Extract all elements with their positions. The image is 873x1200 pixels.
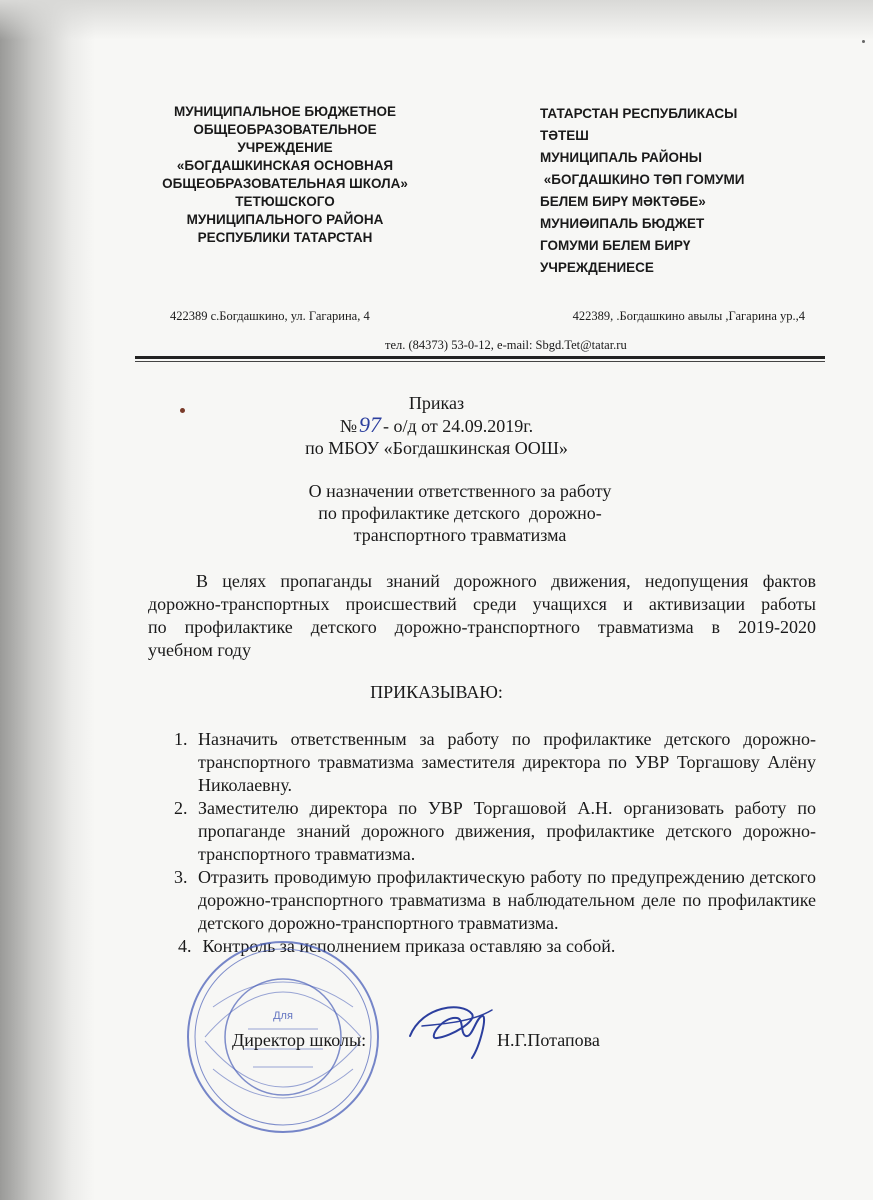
order-number-suffix: - о/д от 24.09.2019г. [383,416,534,436]
header-right-line: БЕЛЕМ БИРҮ МӘКТӘБЕ» [540,194,706,209]
header-left-line: МУНИЦИПАЛЬНОГО РАЙОНА [186,212,384,227]
address-right: 422389, .Богдашкино авылы ,Гагарина ур.,4 [572,309,805,323]
order-title: Приказ [408,393,465,413]
header-right-line: УЧРЕЖДЕНИЕСЕ [540,260,654,275]
header-left-line: МУНИЦИПАЛЬНОЕ БЮДЖЕТНОЕ [173,104,397,119]
subject-line: О назначении ответственного за работу [308,481,612,501]
intro-line: В целях пропаганды знаний дорожного движения, недопущения фактов [196,571,816,591]
order-number-line [0,414,873,437]
intro-line: дорожно-транспортных происшествий среди учащихся и активизации работы [148,594,816,614]
intro-paragraph [148,570,816,662]
list-item [160,797,816,866]
scan-speck [862,40,865,43]
order-number-prefix: № [339,416,358,436]
item-number: 2. [174,798,188,818]
intro-line: учебном году [148,640,251,660]
order-items-list [160,728,816,958]
signature-label: Директор школы: [232,1030,367,1050]
subject-line: транспортного травматизма [353,525,567,545]
item-text: Назначить ответственным за работу по профилактике детского дорожно-транспортного травматизма заместителя директора по УВР Торгашову Алёну Николаевну. [198,729,816,795]
header-left-line: УЧРЕЖДЕНИЕ [237,140,333,155]
signatory-name: Н.Г.Потапова [497,1030,600,1050]
intro-line: по профилактике детского дорожно-транспортного травматизма в 2019-2020 [148,617,816,637]
header-left-line: ОБЩЕОБРАЗОВАТЕЛЬНОЕ [193,122,377,137]
subject-line: по профилактике детского дорожно- [318,503,602,523]
header-left-line: «БОГДАШКИНСКАЯ ОСНОВНАЯ [176,158,394,173]
stamp-center-text: Для [273,1010,293,1022]
header-left-line: РЕСПУБЛИКИ ТАТАРСТАН [197,230,373,245]
scan-shadow-top [0,0,873,40]
header-right-line: МУНИӨИПАЛЬ БЮДЖЕТ [540,216,705,231]
header-right-line: ГОМУМИ БЕЛЕМ БИРҮ [540,238,691,253]
order-subject [270,480,650,546]
contact-line: тел. (84373) 53-0-12, e-mail: Sbgd.Tet@tatar.ru [385,338,627,352]
signature-block [210,1024,850,1064]
header-divider [135,356,825,359]
header-right-line: ТАТАРСТАН РЕСПУБЛИКАСЫ [540,106,738,121]
item-number: 4. [178,936,192,956]
item-text: Заместителю директора по УВР Торгашовой А.Н. организовать работу по пропаганде знаний дорожного движения, профилактике детского дорожно-транспортного травматизма. [198,798,816,864]
header-right-line: «БОГДАШКИНО ТӨП ГОМУМИ [540,172,745,187]
header-right-line: ТӘТЕШ [540,128,589,143]
item-number: 1. [174,729,188,749]
header-right-block [540,103,820,279]
header-left-line: ТЕТЮШСКОГО [235,194,335,209]
order-number-handwritten: 97 [359,412,382,437]
address-left: 422389 с.Богдашкино, ул. Гагарина, 4 [170,309,370,323]
decree-word: ПРИКАЗЫВАЮ: [370,682,503,702]
header-left-block [140,103,430,247]
handwritten-signature [402,996,497,1066]
header-left-line: ОБЩЕОБРАЗОВАТЕЛЬНАЯ ШКОЛА» [162,176,408,191]
scan-shadow-left [0,0,95,1200]
item-text: Контроль за исполнением приказа оставляю за собой. [198,936,616,956]
item-number: 3. [174,867,188,887]
header-right-line: МУНИЦИПАЛЬ РАЙОНЫ [540,150,702,165]
order-organization: по МБОУ «Богдашкинская ООШ» [305,438,568,458]
list-item [160,728,816,797]
item-text: Отразить проводимую профилактическую работу по предупреждению детского дорожно-транспортного травматизма в наблюдательном деле по профилактике детского дорожно-транспортного травматизма. [198,867,816,933]
list-item [160,866,816,935]
header-divider-thin [135,361,825,362]
